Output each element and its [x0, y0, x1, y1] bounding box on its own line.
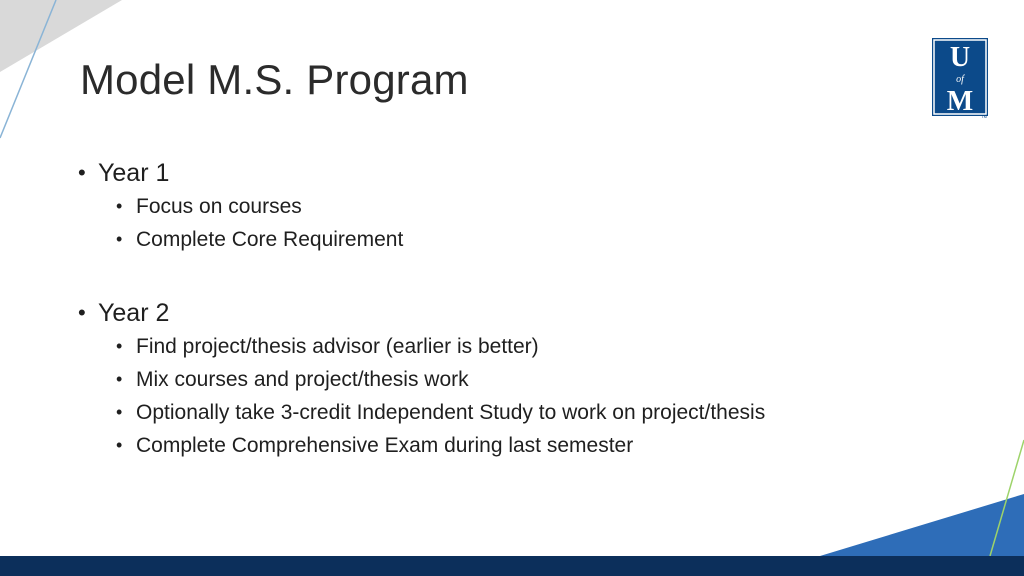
- bullet-icon: •: [78, 300, 86, 325]
- logo-letter-bottom: M: [946, 86, 974, 117]
- bullet-level-2: [78, 223, 938, 256]
- bullet-icon: •: [116, 336, 123, 356]
- bullet-list: [78, 156, 938, 502]
- bullet-icon: •: [116, 435, 123, 455]
- bullet-icon: •: [116, 196, 123, 216]
- logo-letter-mid: of: [956, 74, 964, 85]
- bullet-text: Mix courses and project/thesis work: [136, 368, 469, 391]
- section-label: Year 1: [98, 159, 170, 187]
- bullet-icon: •: [116, 229, 123, 249]
- section-year-2: [78, 296, 938, 462]
- footer-bar: [0, 556, 1024, 576]
- bullet-icon: •: [116, 369, 123, 389]
- university-logo: [932, 38, 988, 118]
- logo-trademark: TM: [981, 114, 987, 118]
- bullet-icon: •: [78, 160, 86, 185]
- logo-letter-top: U: [949, 42, 971, 73]
- bullet-level-2: [78, 363, 938, 396]
- bullet-level-1: [78, 296, 938, 330]
- bullet-level-2: [78, 396, 938, 429]
- bullet-text: Find project/thesis advisor (earlier is better): [136, 335, 539, 358]
- slide-title: Model M.S. Program: [80, 56, 469, 103]
- bullet-icon: •: [116, 402, 123, 422]
- bullet-text: Complete Core Requirement: [136, 228, 404, 251]
- bullet-level-1: [78, 156, 938, 190]
- bullet-level-2: [78, 429, 938, 462]
- bullet-text: Focus on courses: [136, 195, 302, 218]
- bullet-level-2: [78, 330, 938, 363]
- section-year-1: [78, 156, 938, 256]
- bullet-level-2: [78, 190, 938, 223]
- bullet-text: Optionally take 3-credit Independent Study to work on project/thesis: [136, 401, 766, 424]
- bullet-text: Complete Comprehensive Exam during last semester: [136, 434, 634, 457]
- section-label: Year 2: [98, 299, 170, 327]
